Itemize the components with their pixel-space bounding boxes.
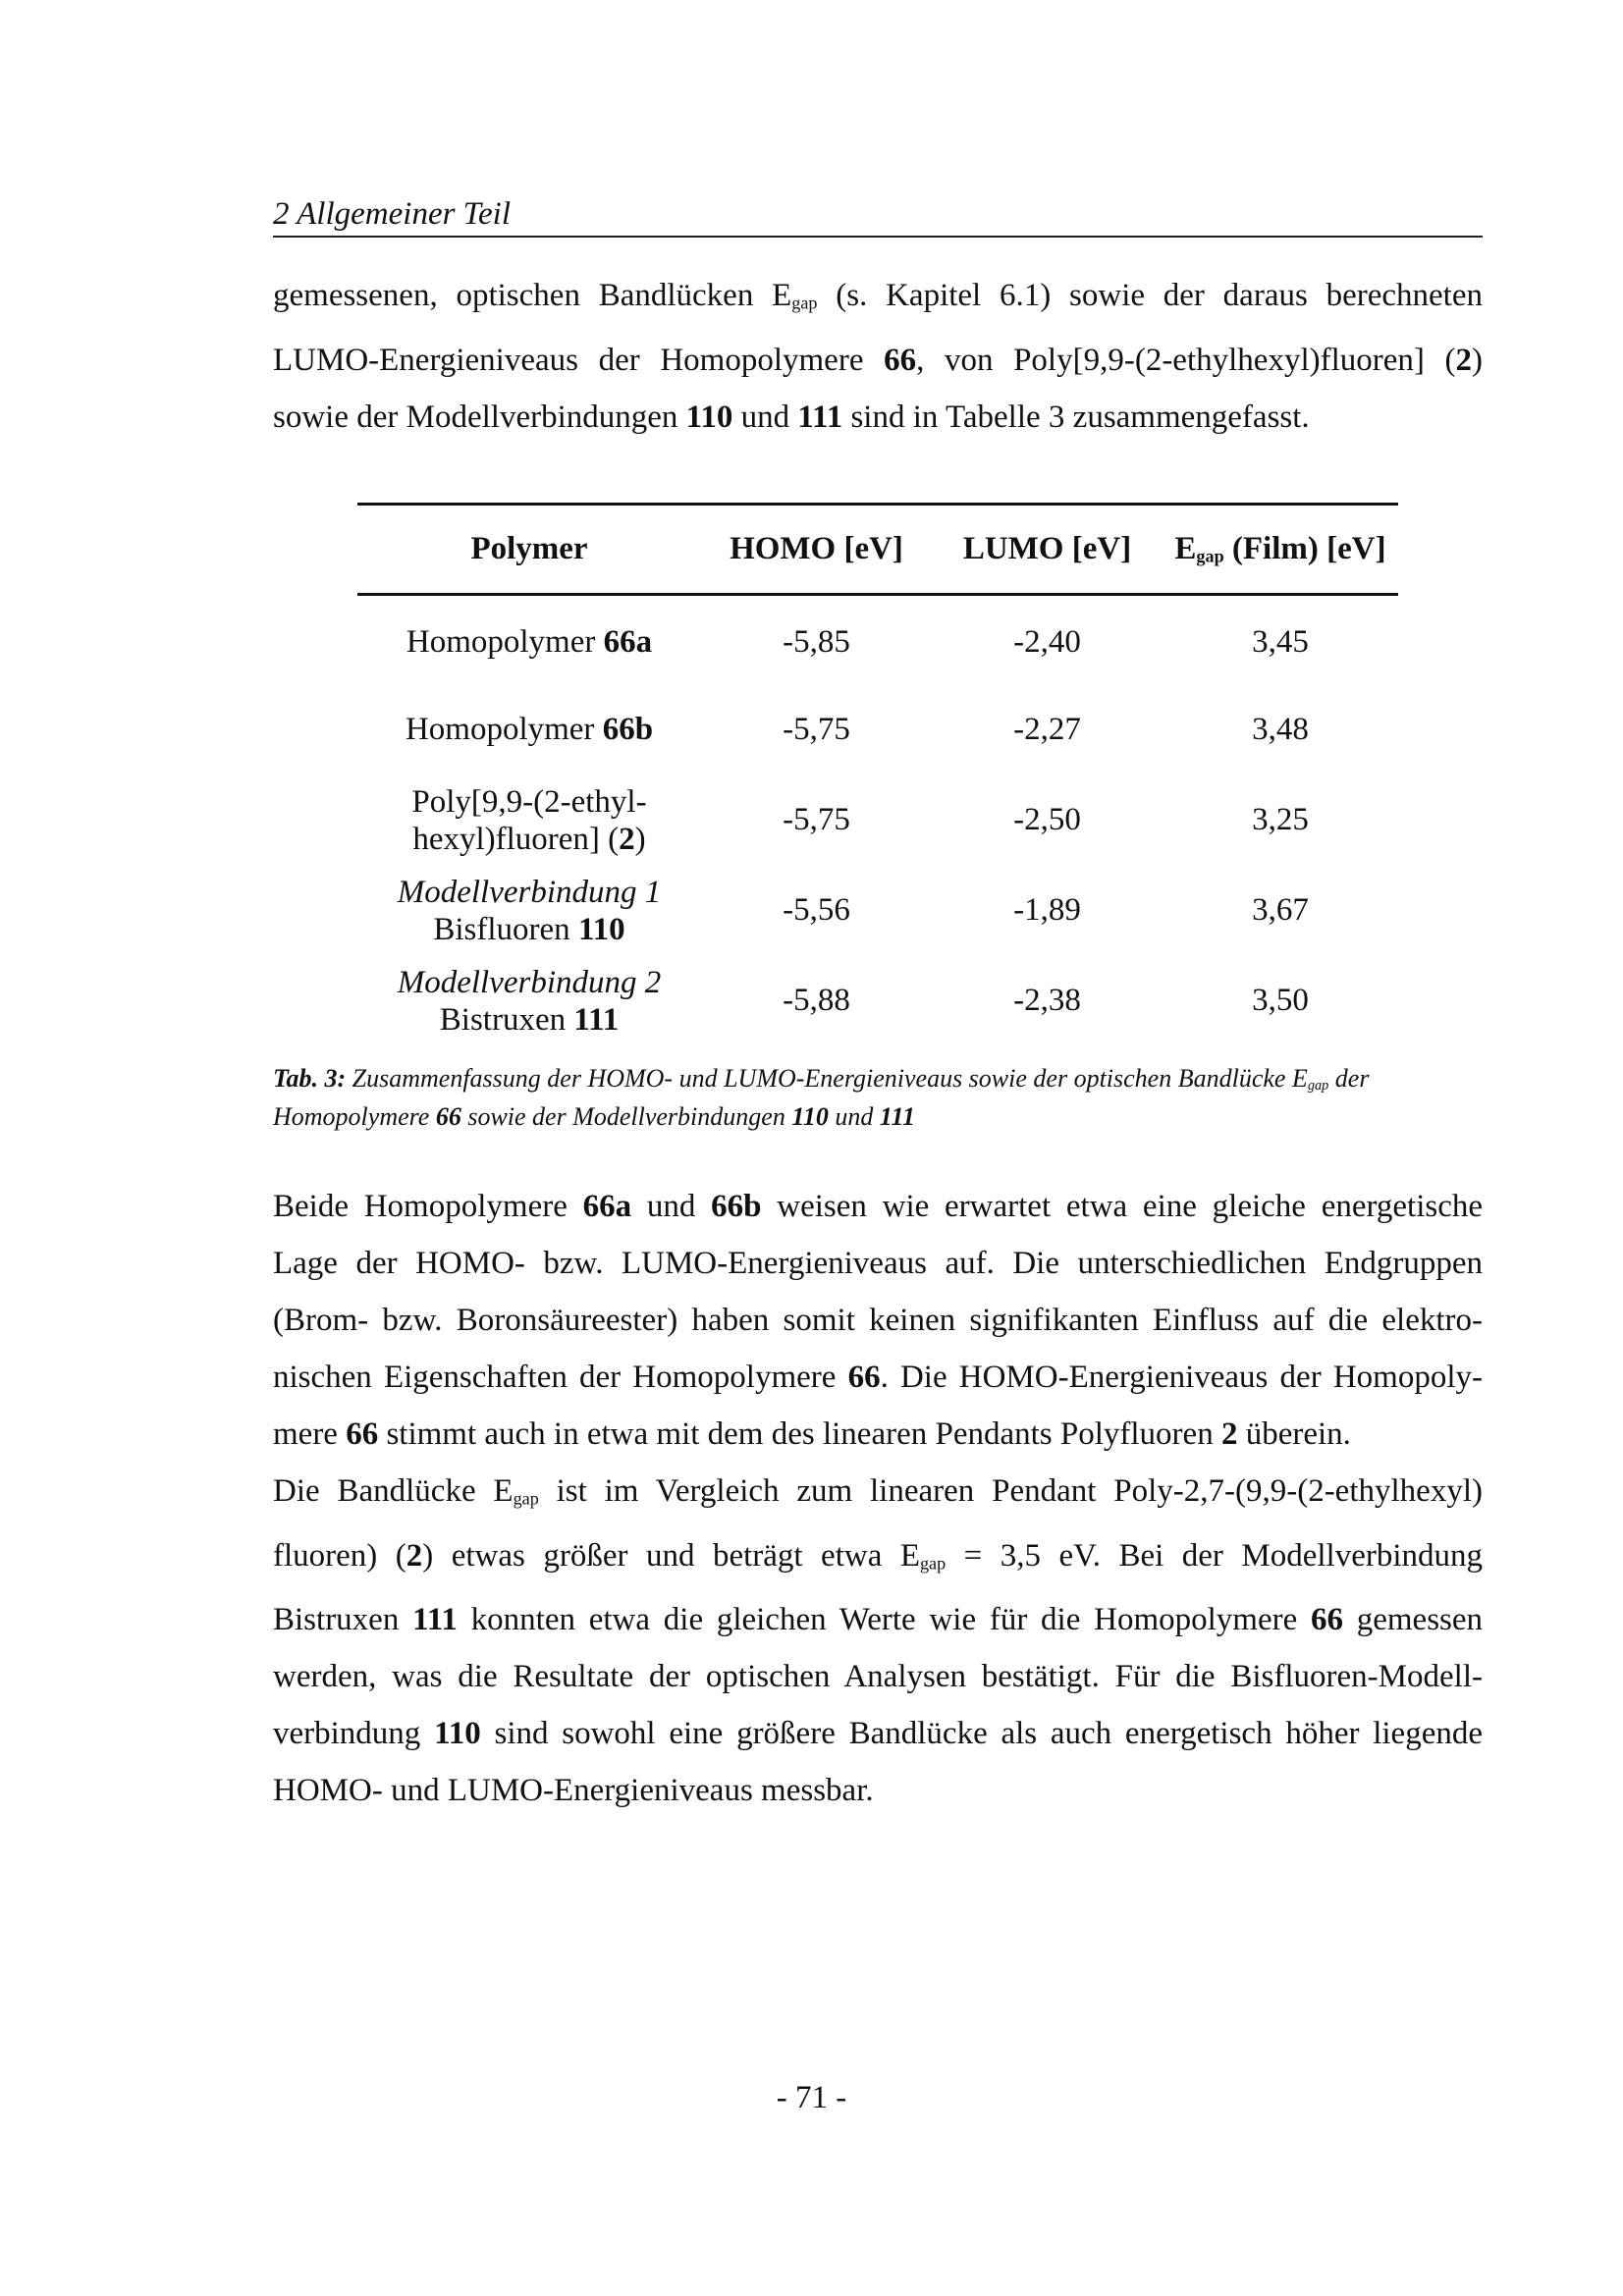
body2-line-3: Bistruxen 111 konnten etwa die gleichen Werte wie für die Homopolymere 66 gemessen [273, 1602, 1484, 1638]
cell-egap: 3,48 [1252, 712, 1309, 747]
col-header-homo: HOMO [eV] [730, 531, 903, 566]
cell-polymer: Homopolymer 66b [405, 712, 654, 747]
intro-line-1: gemessenen, optischen Bandlücken $E_{gap}$ (s. Kapitel 6.1) sowie der daraus berechneten [273, 278, 1483, 313]
cell-polymer: Modellverbindung 1 Bisfluoren 110 [397, 874, 662, 947]
body2-line-2: fluoren) (2) etwas größer und beträgt etwa $E_{gap} = 3,5$ eV. Bei der Modellverbindung [273, 1537, 1484, 1574]
table-row [357, 775, 1398, 866]
cell-lumo: -2,40 [1013, 624, 1081, 661]
cell-lumo: -2,50 [1013, 802, 1081, 837]
table-row [357, 866, 1398, 956]
cell-homo: -5,85 [783, 624, 850, 661]
cell-homo: -5,75 [783, 712, 850, 747]
table-row [357, 956, 1398, 1046]
body1-line-1: Beide Homopolymere 66a und 66b weisen wie erwartet etwa eine gleiche energetische [273, 1189, 1483, 1224]
running-header [273, 194, 1483, 238]
table-row [357, 595, 1398, 685]
cell-homo: -5,56 [783, 892, 850, 928]
col-header-lumo: LUMO [eV] [962, 531, 1132, 566]
body2-line-1: Die Bandlücke $E_{gap}$ ist im Vergleich zum linearen Pendant Poly-2,7-(9,9-(2-ethylhexyl) [273, 1473, 1483, 1509]
body2-line-6: HOMO- und LUMO-Energieniveaus messbar. [273, 1773, 874, 1809]
cell-lumo: -1,89 [1013, 892, 1081, 928]
data-table [357, 503, 1398, 1046]
table-header-row [357, 505, 1398, 595]
cell-egap: 3,45 [1252, 624, 1309, 661]
cell-egap: 3,50 [1252, 983, 1309, 1018]
cell-polymer: Homopolymer 66a [406, 624, 653, 661]
cell-homo: -5,88 [783, 983, 850, 1018]
body1-line-3: (Brom- bzw. Boronsäureester) haben somit keinen signifikanten Einfluss auf die elektro- [273, 1303, 1483, 1338]
intro-line-3: sowie der Modellverbindungen 110 und 111 sind in Tabelle 3 zusammengefasst. [273, 399, 1310, 435]
intro-paragraph [273, 267, 1483, 446]
body-paragraph-1 [273, 1178, 1483, 1463]
header-title: 2 Allgemeiner Teil [273, 196, 511, 232]
body-paragraph-2 [273, 1463, 1483, 1819]
table-row [357, 685, 1398, 775]
cell-polymer: Modellverbindung 2 Bistruxen 111 [397, 964, 662, 1038]
body2-line-5: verbindung 110 sind sowohl eine größere Bandlücke als auch energetisch höher liegende [273, 1716, 1483, 1752]
cell-homo: -5,75 [783, 802, 850, 837]
cell-lumo: -2,27 [1013, 712, 1081, 747]
page-number: - 71 - [776, 2080, 847, 2115]
col-header-egap: $E_{gap}$ (Film) [eV] [1174, 531, 1386, 566]
energy-table [357, 503, 1398, 1046]
body1-line-5: mere 66 stimmt auch in etwa mit dem des linearen Pendants Polyfluoren 2 überein. [273, 1416, 1351, 1452]
body1-line-4: nischen Eigenschaften der Homopolymere 66. Die HOMO-Energieniveaus der Homopoly- [273, 1360, 1483, 1395]
body2-line-4: werden, was die Resultate der optischen Analysen bestätigt. Für die Bisfluoren-Modell- [273, 1659, 1483, 1695]
caption-line-1: Tab. 3: Zusammenfassung der HOMO- und LUMO-Energieniveaus sowie der optischen Bandlücke Egap der [273, 1064, 1370, 1094]
cell-egap: 3,25 [1252, 802, 1309, 837]
col-header-polymer: Polymer [470, 531, 588, 566]
table-caption [273, 1063, 1483, 1133]
cell-polymer: Poly[9,9-(2-ethyl- hexyl)fluoren] (2) [411, 783, 647, 857]
cell-lumo: -2,38 [1013, 983, 1081, 1018]
body1-line-2: Lage der HOMO- bzw. LUMO-Energieniveaus auf. Die unterschiedlichen Endgruppen [273, 1246, 1483, 1281]
cell-egap: 3,67 [1252, 892, 1309, 928]
intro-line-2: LUMO-Energieniveaus der Homopolymere 66, von Poly[9,9-(2-ethylhexyl)fluoren] (2) [273, 342, 1483, 378]
caption-line-2: Homopolymere 66 sowie der Modellverbindungen 110 und 111 [273, 1101, 916, 1131]
